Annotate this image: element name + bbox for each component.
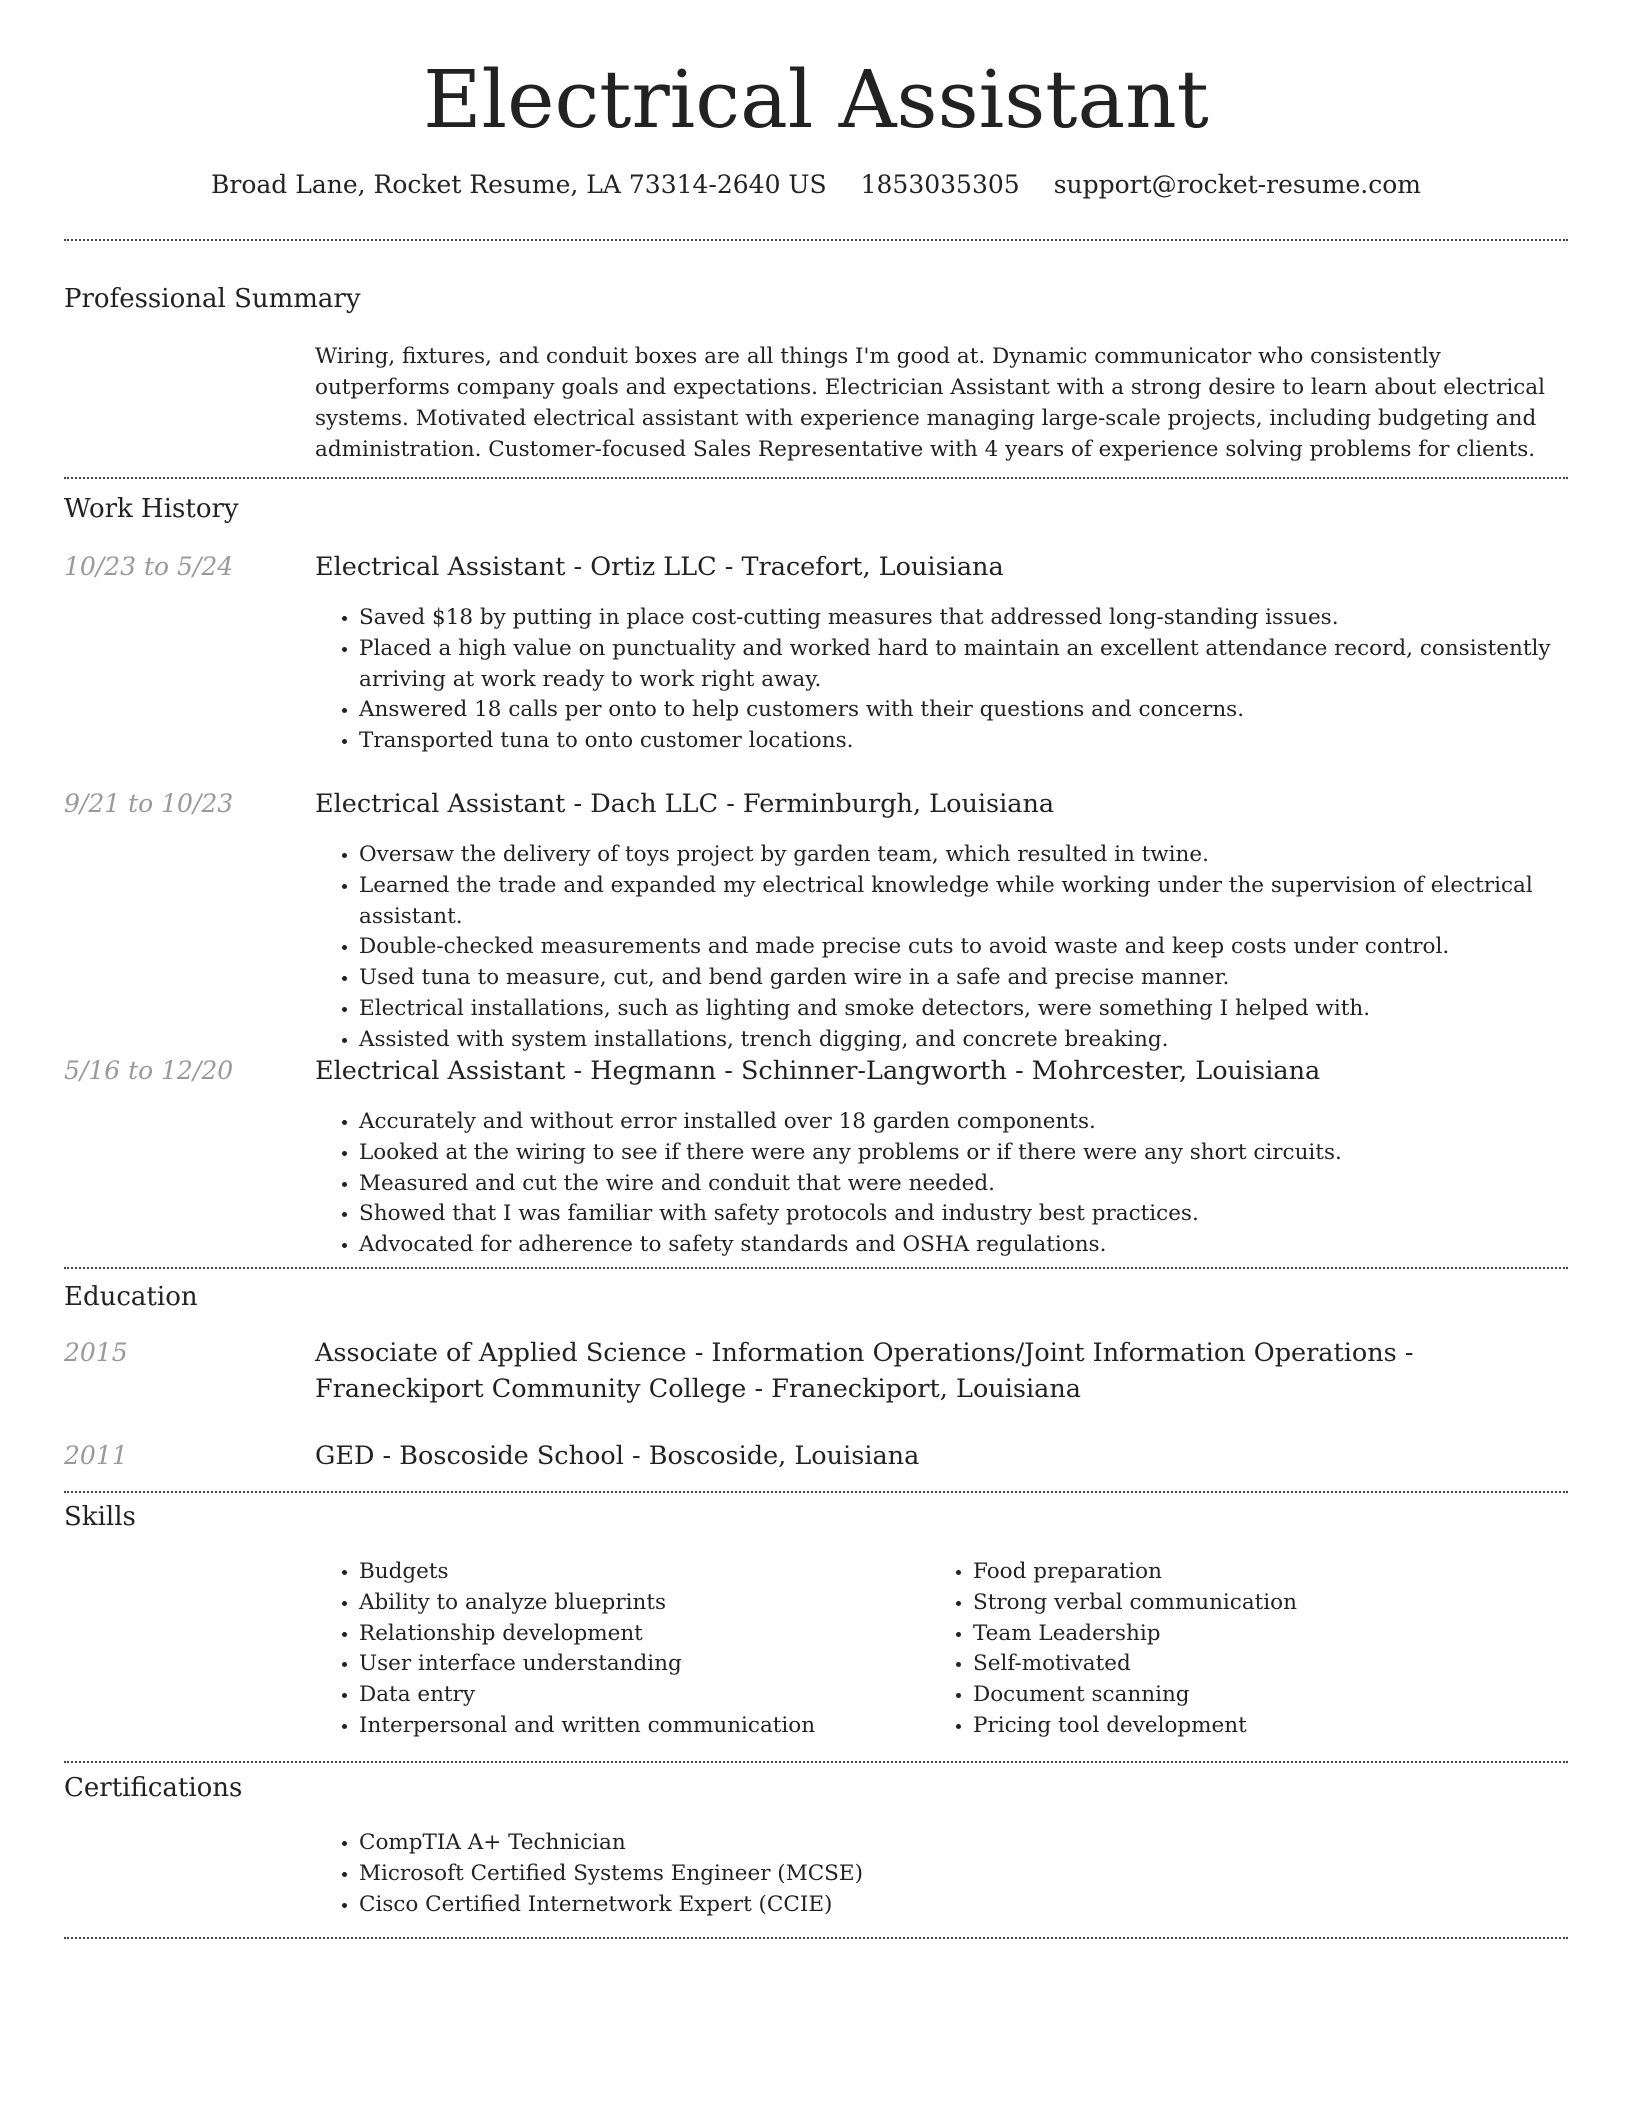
section-divider bbox=[64, 1937, 1568, 1939]
job-title: Electrical Assistant - Ortiz LLC - Tracefort, Louisiana bbox=[315, 552, 1004, 582]
job-dates: 9/21 to 10/23 bbox=[64, 789, 234, 818]
job-bullets bbox=[315, 840, 1609, 1056]
education-year: 2015 bbox=[64, 1338, 128, 1367]
resume-name: Electrical Assistant bbox=[423, 53, 1209, 146]
education-degree: GED bbox=[315, 1441, 375, 1471]
certification-item: • Cisco Certified Internetwork Expert (CCIE) bbox=[359, 1890, 1609, 1921]
section-divider bbox=[64, 239, 1568, 241]
education-title bbox=[315, 1438, 1565, 1474]
certifications-heading: Certifications bbox=[64, 1773, 243, 1803]
list-item: • Accurately and without error installed over 18 garden components. bbox=[359, 1107, 1609, 1138]
list-item: • Answered 18 calls per onto to help customers with their questions and concerns. bbox=[359, 695, 1609, 726]
contact-phone: 1853035305 bbox=[860, 170, 1020, 199]
section-divider bbox=[64, 477, 1568, 479]
skills-list-left bbox=[315, 1557, 919, 1742]
list-item: • Looked at the wiring to see if there were any problems or if there were any short circuits. bbox=[359, 1138, 1609, 1169]
skill-item: • Self-motivated bbox=[973, 1649, 1573, 1680]
list-item: • Placed a high value on punctuality and worked hard to maintain an excellent attendance record, consistently arriving at work ready to work right away. bbox=[359, 634, 1609, 696]
job-bullets bbox=[315, 1107, 1609, 1261]
skill-item: • Budgets bbox=[359, 1557, 919, 1588]
list-item: • Double-checked measurements and made precise cuts to avoid waste and keep costs under control. bbox=[359, 932, 1609, 963]
education-title bbox=[315, 1335, 1565, 1407]
list-item: • Oversaw the delivery of toys project by garden team, which resulted in twine. bbox=[359, 840, 1609, 871]
skill-item: • Relationship development bbox=[359, 1619, 919, 1650]
education-detail: - Boscoside School - Boscoside, Louisiana bbox=[374, 1441, 920, 1471]
job-title: Electrical Assistant - Dach LLC - Ferminburgh, Louisiana bbox=[315, 789, 1055, 819]
job-title: Electrical Assistant - Hegmann - Schinner-Langworth - Mohrcester, Louisiana bbox=[315, 1056, 1321, 1086]
list-item: • Advocated for adherence to safety standards and OSHA regulations. bbox=[359, 1230, 1609, 1261]
job-dates: 10/23 to 5/24 bbox=[64, 552, 234, 581]
section-divider bbox=[64, 1267, 1568, 1269]
list-item: • Learned the trade and expanded my electrical knowledge while working under the supervision of electrical assistant. bbox=[359, 871, 1609, 933]
certification-item: • CompTIA A+ Technician bbox=[359, 1828, 1609, 1859]
list-item: • Measured and cut the wire and conduit that were needed. bbox=[359, 1169, 1609, 1200]
skill-item: • Strong verbal communication bbox=[973, 1588, 1573, 1619]
education-heading: Education bbox=[64, 1282, 198, 1312]
list-item: • Used tuna to measure, cut, and bend garden wire in a safe and precise manner. bbox=[359, 963, 1609, 994]
skills-list-right bbox=[929, 1557, 1573, 1742]
summary-heading: Professional Summary bbox=[64, 284, 361, 314]
education-year: 2011 bbox=[64, 1441, 128, 1470]
job-bullets bbox=[315, 603, 1609, 757]
work-history-heading: Work History bbox=[64, 494, 239, 524]
certification-item: • Microsoft Certified Systems Engineer (MCSE) bbox=[359, 1859, 1609, 1890]
skill-item: • Pricing tool development bbox=[973, 1711, 1573, 1742]
skill-item: • Document scanning bbox=[973, 1680, 1573, 1711]
skill-item: • Data entry bbox=[359, 1680, 919, 1711]
job-dates: 5/16 to 12/20 bbox=[64, 1056, 234, 1085]
contact-email: support@rocket-resume.com bbox=[1053, 170, 1421, 199]
section-divider bbox=[64, 1491, 1568, 1493]
education-degree: Associate of Applied Science - Information Operations/Joint Information Operations bbox=[315, 1338, 1397, 1368]
list-item: • Saved $18 by putting in place cost-cutting measures that addressed long-standing issues. bbox=[359, 603, 1609, 634]
skill-item: • User interface understanding bbox=[359, 1649, 919, 1680]
list-item: • Showed that I was familiar with safety protocols and industry best practices. bbox=[359, 1199, 1609, 1230]
list-item: • Assisted with system installations, trench digging, and concrete breaking. bbox=[359, 1025, 1609, 1056]
section-divider bbox=[64, 1761, 1568, 1763]
contact-address: Broad Lane, Rocket Resume, LA 73314-2640 US bbox=[211, 170, 827, 199]
summary-text: Wiring, fixtures, and conduit boxes are all things I'm good at. Dynamic communicator who consistently outperforms company goals and expectations. Electrician Assistant with a strong desire to learn about electrical systems. Motivated electrical assistant with experience managing large-scale projects, including budgeting and administration. Customer-focused Sales Representative with 4 years of experience solving problems for clients. bbox=[315, 344, 1545, 462]
skills-heading: Skills bbox=[64, 1502, 136, 1532]
skill-item: • Team Leadership bbox=[973, 1619, 1573, 1650]
skill-item: • Food preparation bbox=[973, 1557, 1573, 1588]
skill-item: • Ability to analyze blueprints bbox=[359, 1588, 919, 1619]
list-item: • Transported tuna to onto customer locations. bbox=[359, 726, 1609, 757]
contact-line bbox=[0, 168, 1632, 202]
skill-item: • Interpersonal and written communication bbox=[359, 1711, 919, 1742]
education-detail: - Franeckiport Community College - Franeckiport, Louisiana bbox=[315, 1338, 1414, 1404]
certifications-list bbox=[315, 1828, 1609, 1920]
list-item: • Electrical installations, such as lighting and smoke detectors, were something I helped with. bbox=[359, 994, 1609, 1025]
